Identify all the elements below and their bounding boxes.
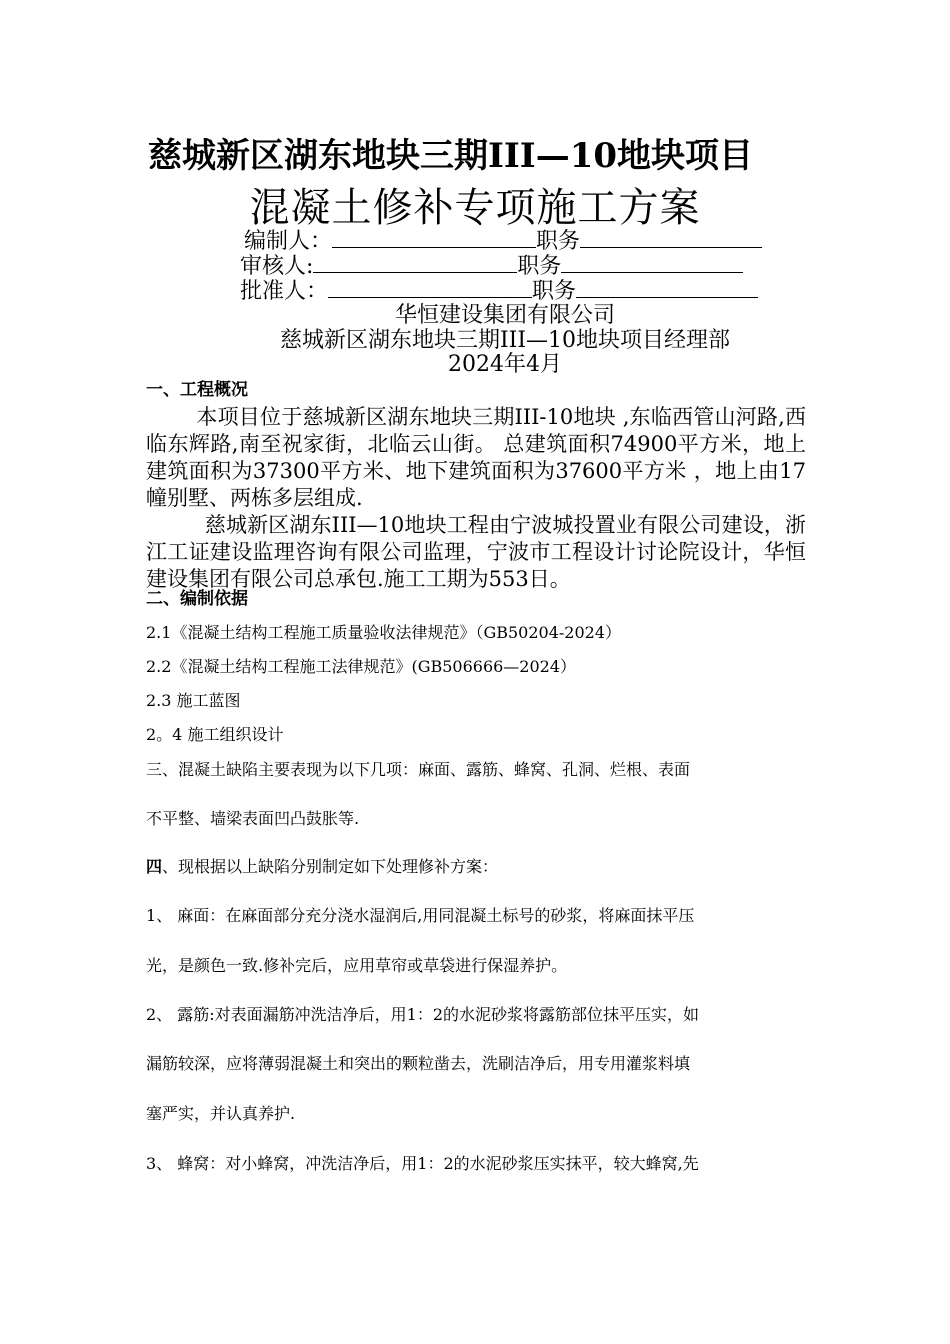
repair-heading-text: 、现根据以上缺陷分别制定如下处理修补方案：	[162, 857, 499, 876]
overview-body	[146, 404, 806, 593]
repair-line: 3、 蜂窝：对小蜂窝，冲洗洁净后，用1：2的水泥砂浆压实抹平，较大蜂窝,先	[146, 1154, 699, 1173]
duty-blank	[576, 277, 758, 298]
document-title-line2: 混凝土修补专项施工方案	[249, 185, 701, 231]
repair-heading-number: 四	[146, 857, 163, 876]
basis-item: 2.1《混凝土结构工程施工质量验收法律规范》（GB50204-2024）	[146, 623, 622, 642]
department-name: 慈城新区湖东地块三期III—10地块项目经理部	[279, 328, 731, 353]
duty-label: 职务	[532, 279, 577, 304]
repair-line: 光，是颜色一致.修补完后，应用草帘或草袋进行保湿养护。	[146, 956, 568, 975]
section-heading-repair	[146, 854, 498, 877]
defects-line-2: 不平整、墙梁表面凹凸鼓胀等.	[146, 809, 360, 828]
section-heading-basis: 二、编制依据	[146, 589, 248, 609]
repair-line: 1、 麻面：在麻面部分充分浇水湿润后,用同混凝土标号的砂浆，将麻面抹平压	[146, 906, 695, 925]
basis-item: 2。4 施工组织设计	[146, 725, 284, 744]
signature-label: 审核人:	[240, 254, 314, 279]
basis-item: 2.3 施工蓝图	[146, 691, 241, 710]
company-name: 华恒建设集团有限公司	[394, 303, 615, 328]
duty-blank	[561, 252, 743, 273]
section-heading-overview: 一、工程概况	[146, 380, 248, 400]
basis-item: 2.2《混凝土结构工程施工法律规范》(GB506666—2024）	[146, 657, 577, 676]
overview-paragraph-1: 本项目位于慈城新区湖东地块三期III-10地块 ,东临西管山河路,西临东辉路,南至祝家街，北临云山街。 总建筑面积74900平方米，地上建筑面积为37300平方米、地下建筑面积为37600平方米 ，地上由17幢别墅、两栋多层组成.	[146, 405, 806, 510]
signature-blank	[313, 252, 517, 273]
signature-blank	[328, 277, 532, 298]
overview-paragraph-2: 慈城新区湖东III—10地块工程由宁波城投置业有限公司建设，浙江工证建设监理咨询有限公司监理，宁波市工程设计讨论院设计，华恒建设集团有限公司总承包.施工工期为553日。	[146, 513, 806, 591]
duty-blank	[580, 227, 762, 248]
duty-label: 职务	[517, 254, 562, 279]
document-date: 2024年4月	[448, 352, 562, 377]
signature-label: 批准人：	[240, 279, 329, 304]
document-title-line1: 慈城新区湖东地块三期III—10地块项目	[148, 136, 754, 176]
signature-blank	[332, 227, 536, 248]
repair-line: 2、 露筋:对表面漏筋冲洗洁净后，用1：2的水泥砂浆将露筋部位抹平压实，如	[146, 1005, 700, 1024]
repair-line: 塞严实，并认真养护.	[146, 1104, 296, 1123]
signature-label: 编制人：	[244, 229, 333, 254]
defects-line-1: 三、混凝土缺陷主要表现为以下几项：麻面、露筋、蜂窝、孔洞、烂根、表面	[146, 760, 691, 779]
repair-line: 漏筋较深，应将薄弱混凝土和突出的颗粒凿去，洗刷洁净后，用专用灌浆料填	[146, 1054, 691, 1073]
duty-label: 职务	[536, 229, 581, 254]
